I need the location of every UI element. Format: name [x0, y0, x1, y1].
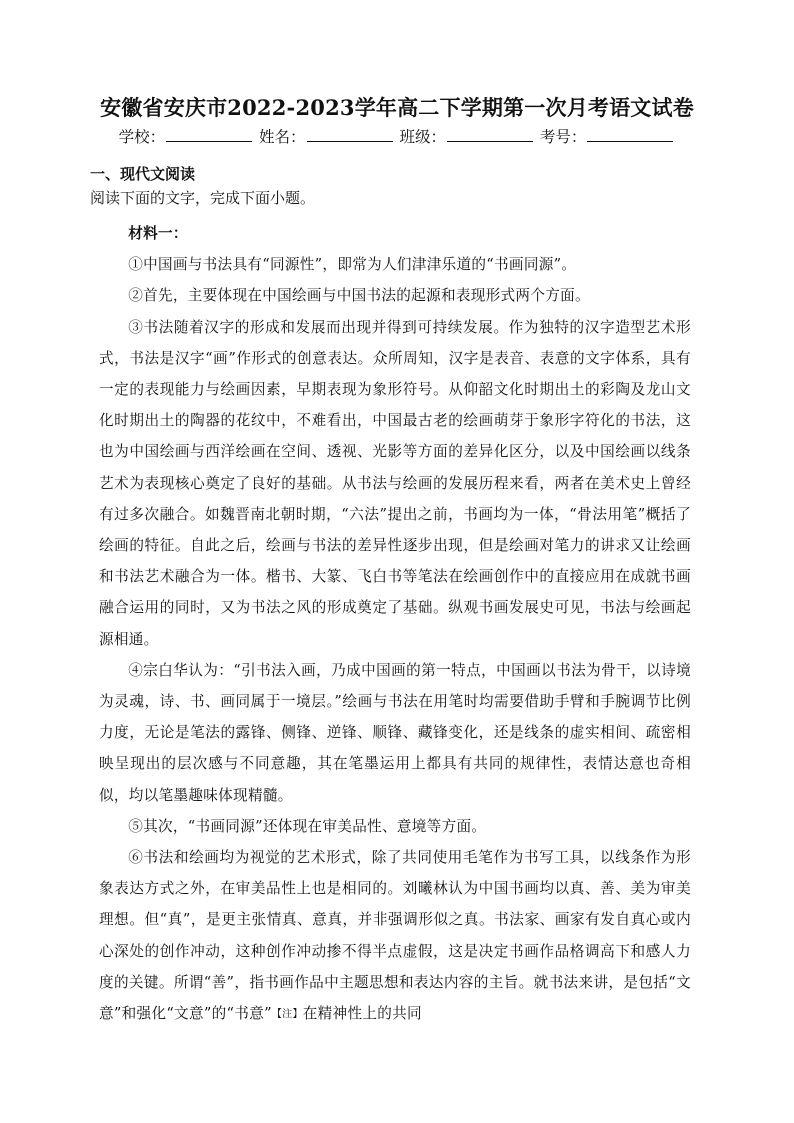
exam-number-blank[interactable]: [587, 126, 673, 142]
section-heading: 一、现代文阅读: [90, 165, 196, 183]
material-label: 材料一：: [128, 225, 188, 242]
paragraph-3: ③书法随着汉字的形成和发展而出现并得到可持续发展。作为独特的汉字造型艺术形式，书法是汉字“画”作形式的创意表达。众所周知，汉字是表音、表意的文字体系，具有一定的表现能力与绘画因素，早期表现为象形符号。从仰韶文化时期出土的彩陶及龙山文化时期出土的陶器的花纹中，不难看出，中国最古老的绘画萌芽于象形字符化的书法，这也为中国绘画与西洋绘画在空间、透视、光影等方面的差异化区分，以及中国绘画以线条艺术为表现核心奠定了良好的基础。从书法与绘画的发展历程来看，两者在美术史上曾经有过多次融合。如魏晋南北朝时期，“六法”提出之前，书画均为一体，“骨法用笔”概括了绘画的特征。自此之后，绘画与书法的差异性逐步出现，但是绘画对笔力的讲求又让绘画和书法艺术融合为一体。楷书、大篆、飞白书等笔法在绘画创作中的直接应用在成就书画融合运用的同时，又为书法之风的形成奠定了基础。纵观书画发展史可见，书法与绘画起源相通。: [99, 318, 691, 648]
student-info-line: [0, 126, 794, 148]
class-blank[interactable]: [447, 126, 533, 142]
paragraph-4: ④宗白华认为：“引书法入画，乃成中国画的第一特点，中国画以书法为骨干，以诗境为灵魂，诗、书、画同属于一境层。”绘画与书法在用笔时均需要借助手臂和手腕调节比例力度，无论是笔法的露锋、侧锋、逆锋、顺锋、藏锋变化，还是线条的虚实相间、疏密相映呈现出的层次感与不同意趣，其在笔墨运用上都具有共同的规律性，表情达意也奇相似，均以笔墨趣味体现精髓。: [99, 661, 691, 804]
paragraph-1: ①中国画与书法具有“同源性”，即常为人们津津乐道的“书画同源”。: [128, 256, 577, 274]
paragraph-6-tail: 在精神性上的共同: [302, 1005, 422, 1023]
name-label: 姓名：: [259, 128, 306, 146]
exam-number-field: [540, 126, 676, 148]
reading-article: [99, 218, 691, 1030]
class-field: [399, 126, 535, 148]
paragraph-2: ②首先，主要体现在中国绘画与中国书法的起源和表现形式两个方面。: [128, 287, 590, 305]
footnote-marker[interactable]: 【注】: [271, 1009, 303, 1021]
name-blank[interactable]: [307, 126, 393, 142]
section-instruction: 阅读下面的文字，完成下面小题。: [90, 189, 316, 207]
exam-number-label: 考号：: [539, 128, 587, 146]
paragraph-5: ⑤其次，“书画同源”还体现在审美品性、意境等方面。: [128, 817, 487, 835]
paragraph-6: [99, 842, 691, 1030]
name-field: [259, 126, 395, 148]
page-title: 安徽省安庆市2022-2023学年高二下学期第一次月考语文试卷: [100, 95, 694, 120]
paragraph-6-text: ⑥书法和绘画均为视觉的艺术形式，除了共同使用毛笔作为书写工具，以线条作为形象表达方式之外，在审美品性上也是相同的。刘曦林认为中国书画均以真、善、美为审美理想。但“真”，是更主张情真、意真，并非强调形似之真。书法家、画家有发自真心或内心深处的创作冲动，这种创作冲动掺不得半点虚假，这是决定书画作品格调高下和感人力度的关键。所谓“善”，指书画作品中主题思想和表达内容的主旨。就书法来讲，是包括“文意”和强化“文意”的“书意”: [99, 849, 691, 1023]
school-label: 学校：: [118, 128, 166, 146]
school-field: [119, 126, 255, 148]
class-label: 班级：: [399, 128, 446, 146]
school-blank[interactable]: [166, 126, 252, 142]
